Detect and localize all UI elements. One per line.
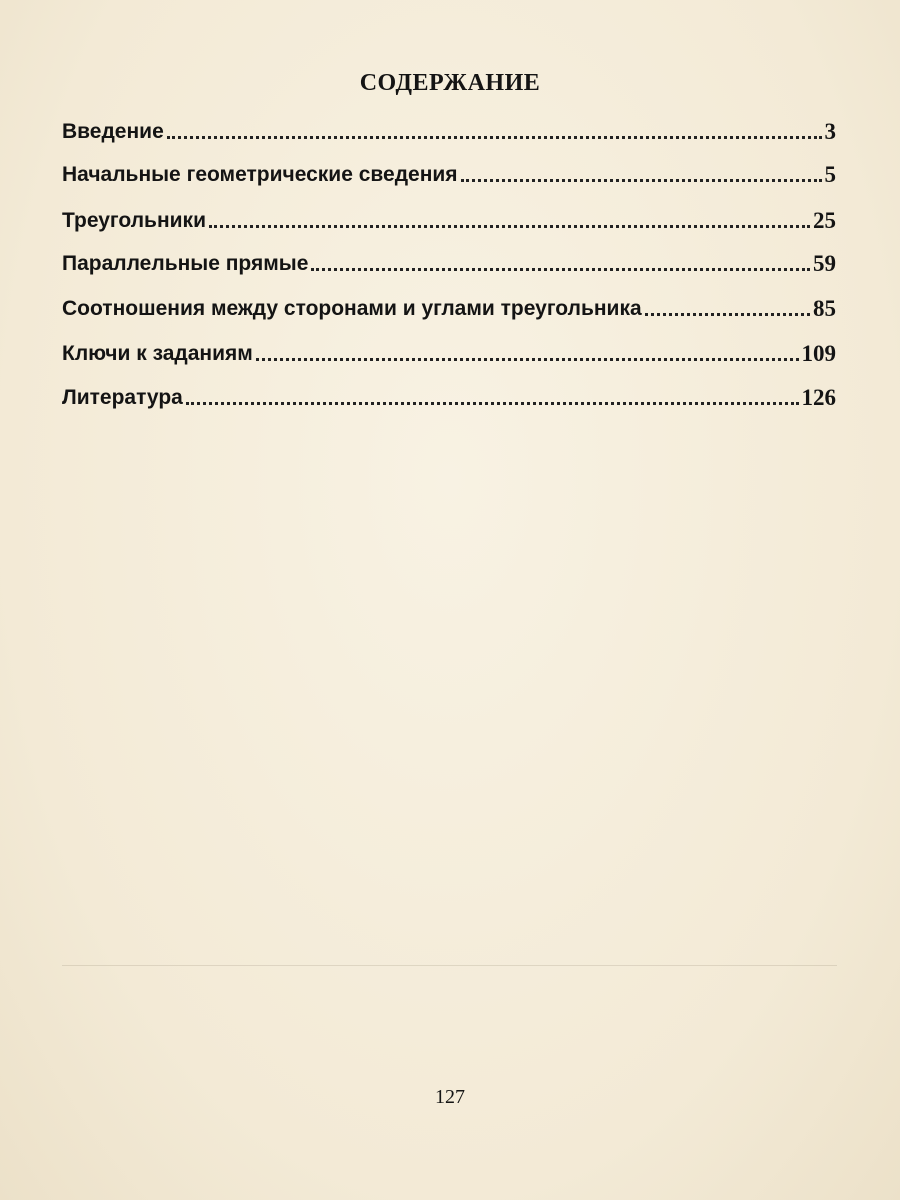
toc-entry-page: 25 <box>813 208 836 233</box>
toc-entry-label: Литература <box>62 386 183 409</box>
toc-entry-label: Соотношения между сторонами и углами треугольника <box>62 297 642 320</box>
toc-entry-label: Параллельные прямые <box>62 252 309 275</box>
dot-leader <box>209 225 810 228</box>
toc-entry-geometry-basics[interactable] <box>62 153 836 187</box>
toc-entry-literature[interactable] <box>62 376 836 410</box>
toc-entry-page: 59 <box>813 251 836 276</box>
toc-entry-triangles[interactable] <box>62 199 836 233</box>
dot-leader <box>186 402 799 405</box>
dot-leader <box>461 179 822 182</box>
toc-entry-page: 85 <box>813 296 836 321</box>
dot-leader <box>645 313 810 316</box>
page-title: СОДЕРЖАНИЕ <box>359 70 541 96</box>
toc-entry-introduction[interactable] <box>62 110 836 144</box>
toc-entry-answer-keys[interactable] <box>62 332 836 366</box>
dot-leader <box>256 358 799 361</box>
toc-entry-page: 5 <box>824 162 836 187</box>
toc-entry-page: 109 <box>801 341 836 366</box>
toc-entry-label: Введение <box>62 120 164 143</box>
toc-entry-label: Ключи к заданиям <box>62 342 253 365</box>
toc-entry-parallel-lines[interactable] <box>62 242 836 276</box>
page-number: 127 <box>435 1086 465 1108</box>
toc-entry-label: Треугольники <box>62 209 206 232</box>
dot-leader <box>311 268 810 271</box>
show-through-rule <box>62 965 837 966</box>
toc-entry-sides-and-angles[interactable] <box>62 287 836 321</box>
dot-leader <box>167 136 822 139</box>
toc-entry-label: Начальные геометрические сведения <box>62 163 458 186</box>
toc-entry-page: 3 <box>824 119 836 144</box>
toc-entry-page: 126 <box>801 385 836 410</box>
